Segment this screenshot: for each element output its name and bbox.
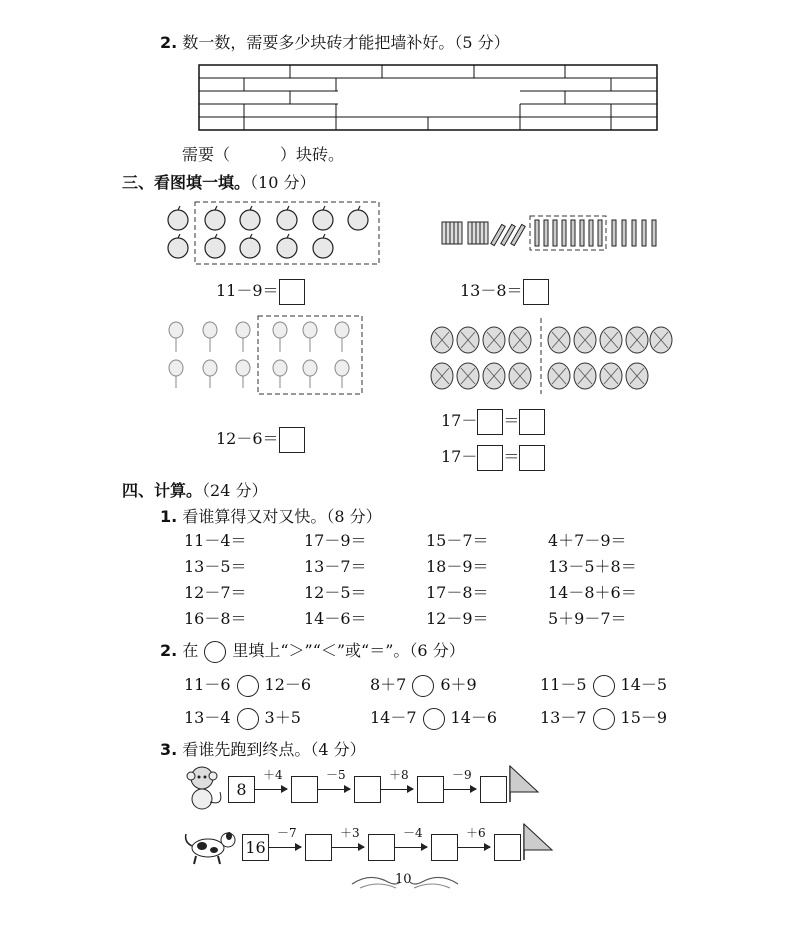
compare-item [370, 672, 477, 697]
calc-item: 15－7＝ [426, 531, 489, 550]
race-op-label: ＋3 [340, 826, 360, 840]
q2-heading: 2. 数一数，需要多少块砖才能把墙补好。（5 分） [160, 33, 510, 52]
race-arrow [395, 847, 427, 848]
eq-flowers: 12－6＝ [216, 426, 305, 453]
compare-item [184, 705, 301, 730]
race-op-label: －5 [326, 768, 346, 782]
race-answer-box[interactable] [431, 834, 458, 861]
calc-item: 17－9＝ [304, 531, 367, 550]
calc-item: 13－5＝ [184, 557, 247, 576]
compare-left: 13－4 [184, 708, 231, 727]
compare-left: 13－7 [540, 708, 587, 727]
race-op-label: －9 [452, 768, 472, 782]
race-op-label: ＋4 [263, 768, 283, 782]
compare-right: 3＋5 [264, 708, 301, 727]
eq-sticks: 13－8＝ [460, 278, 549, 305]
compare-circle[interactable] [593, 675, 615, 697]
compare-item [540, 672, 667, 697]
compare-circle[interactable] [412, 675, 434, 697]
compare-right: 12－6 [264, 675, 312, 694]
calc-item: 13－7＝ [304, 557, 367, 576]
compare-left: 8＋7 [370, 675, 407, 694]
compare-right: 14－6 [450, 708, 498, 727]
answer-box[interactable] [519, 409, 545, 435]
race-answer-box[interactable] [417, 776, 444, 803]
answer-box[interactable] [523, 279, 549, 305]
compare-right: 15－9 [620, 708, 668, 727]
race-op-label: ＋8 [389, 768, 409, 782]
q4-3-heading: 3. 看谁先跑到终点。（4 分） [160, 740, 366, 759]
race-answer-box[interactable] [368, 834, 395, 861]
calc-item: 14－6＝ [304, 609, 367, 628]
calc-item: 17－8＝ [426, 583, 489, 602]
compare-circle[interactable] [593, 708, 615, 730]
race-arrow [332, 847, 364, 848]
answer-box[interactable] [279, 427, 305, 453]
race-op-label: ＋6 [466, 826, 486, 840]
circle-icon [204, 641, 226, 663]
monkey-icon [180, 762, 230, 812]
race-answer-box[interactable] [494, 834, 521, 861]
brick-wall [198, 64, 660, 132]
q4-1-heading: 1. 看谁算得又对又快。（8 分） [160, 507, 382, 526]
pineapples-picture [425, 316, 675, 396]
compare-item [184, 672, 311, 697]
compare-item [540, 705, 667, 730]
calc-item: 12－9＝ [426, 609, 489, 628]
calc-item: 4＋7－9＝ [548, 531, 627, 550]
calc-item: 18－9＝ [426, 557, 489, 576]
answer-box[interactable] [477, 409, 503, 435]
compare-circle[interactable] [237, 708, 259, 730]
calc-item: 13－5＋8＝ [548, 557, 637, 576]
race-op-label: －7 [277, 826, 297, 840]
calc-item: 5＋9－7＝ [548, 609, 627, 628]
flowers-picture [160, 312, 366, 396]
race-answer-box[interactable] [305, 834, 332, 861]
compare-left: 11－6 [184, 675, 231, 694]
calc-item: 12－5＝ [304, 583, 367, 602]
race-start-box: 16 [242, 834, 269, 861]
compare-item [370, 705, 497, 730]
answer-box[interactable] [519, 445, 545, 471]
apples-picture [160, 198, 382, 268]
calc-item: 14－8＋6＝ [548, 583, 637, 602]
compare-left: 11－5 [540, 675, 587, 694]
section3-title: 三、看图填一填。（10 分） [122, 173, 316, 192]
answer-box[interactable] [279, 279, 305, 305]
race-op-label: －4 [403, 826, 423, 840]
calc-item: 12－7＝ [184, 583, 247, 602]
race-arrow [381, 789, 413, 790]
dog-icon [182, 826, 238, 866]
compare-circle[interactable] [423, 708, 445, 730]
finish-flag-icon [506, 764, 542, 804]
page-number: 10 [395, 872, 412, 887]
race-arrow [318, 789, 350, 790]
calc-item: 16－8＝ [184, 609, 247, 628]
race-answer-box[interactable] [354, 776, 381, 803]
compare-circle[interactable] [237, 675, 259, 697]
answer-box[interactable] [477, 445, 503, 471]
compare-right: 14－5 [620, 675, 668, 694]
compare-left: 14－7 [370, 708, 417, 727]
q2-answer-line: 需要（ ）块砖。 [182, 145, 345, 164]
compare-right: 6＋9 [440, 675, 477, 694]
race-arrow [255, 789, 287, 790]
q4-2-heading: 2. 在 里填上“＞”“＜”或“＝”。（6 分） [160, 638, 465, 663]
eq-pineapple-2: 17－ ＝ [441, 444, 545, 471]
race-answer-box[interactable] [291, 776, 318, 803]
race-arrow [458, 847, 490, 848]
calc-item: 11－4＝ [184, 531, 247, 550]
race-start-box: 8 [228, 776, 255, 803]
eq-pineapple-1: 17－ ＝ [441, 408, 545, 435]
section4-title: 四、计算。（24 分） [122, 481, 268, 500]
race-arrow [269, 847, 301, 848]
eq-apples: 11－9＝ [216, 278, 305, 305]
sticks-picture [438, 212, 662, 252]
race-arrow [444, 789, 476, 790]
race-answer-box[interactable] [480, 776, 507, 803]
finish-flag-icon [520, 822, 556, 862]
